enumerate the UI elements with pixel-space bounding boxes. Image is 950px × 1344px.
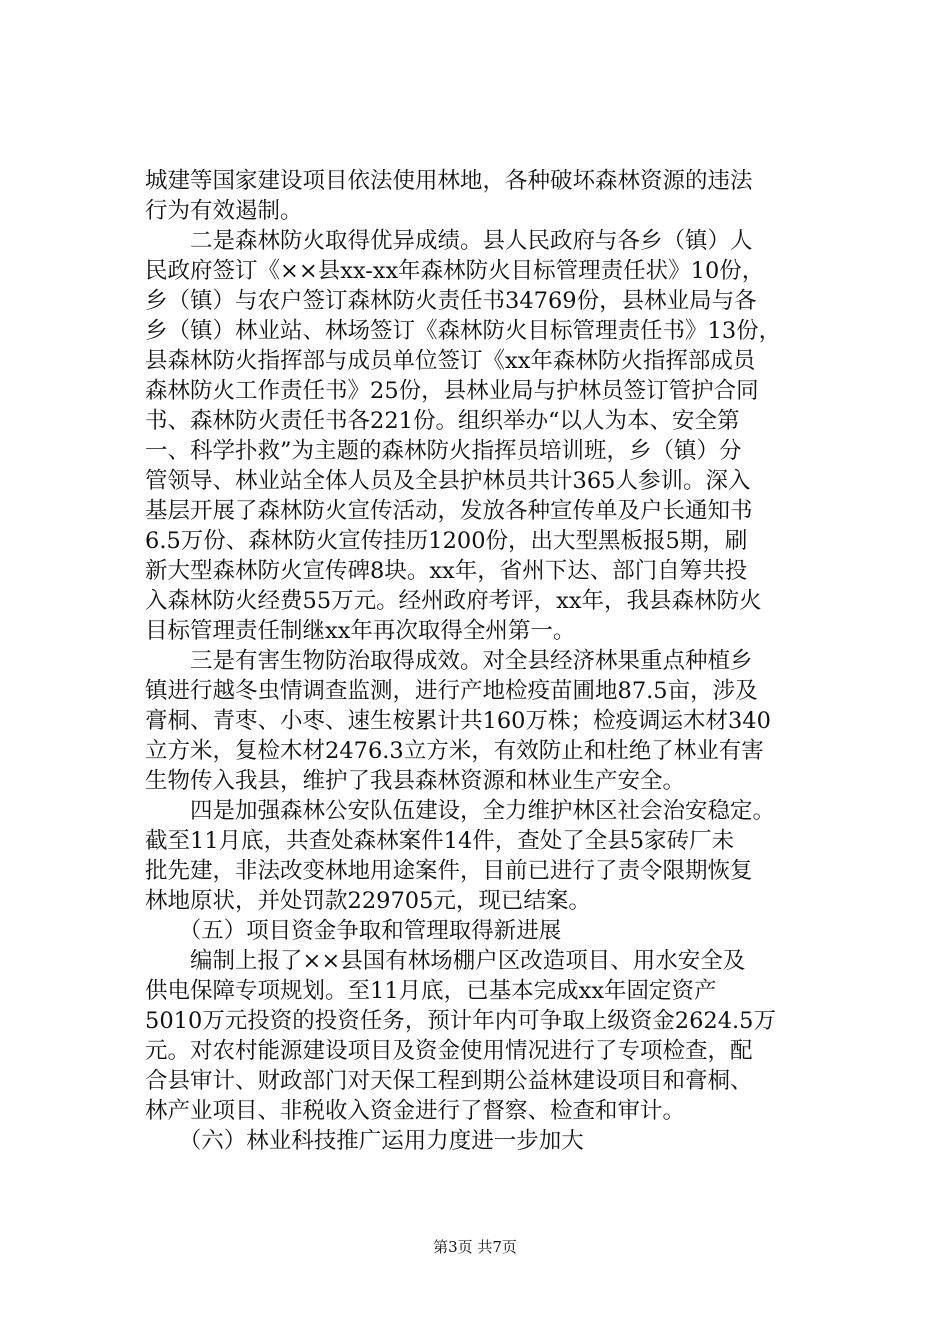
- text-line: 截至11月底，共查处森林案件14件，查处了全县5家砖厂未: [145, 828, 735, 854]
- text-line: 森林防火工作责任书》25份，县林业局与护林员签订管护合同: [145, 378, 759, 404]
- text-line: 书、森林防火责任书各221份。组织举办“以人为本、安全第: [145, 408, 740, 434]
- text-line: 目标管理责任制继xx年再次取得全州第一。: [145, 618, 576, 644]
- text-line: 城建等国家建设项目依法使用林地，各种破坏森林资源的违法: [145, 168, 753, 194]
- section-heading: （五）项目资金争取和管理取得新进展: [145, 918, 562, 944]
- text-line: 管领导、林业站全体人员及全县护林员共计365人参训。深入: [145, 468, 751, 494]
- text-line: 乡（镇）与农户签订森林防火责任书34769份，县林业局与各: [145, 288, 757, 314]
- page-footer: 第3页 共7页: [433, 1238, 517, 1256]
- body-text: [145, 166, 820, 1156]
- text-line: 四是加强森林公安队伍建设，全力维护林区社会治安稳定。: [145, 798, 776, 824]
- text-line: 编制上报了××县国有林场棚户区改造项目、用水安全及: [145, 948, 746, 974]
- text-line: 生物传入我县，维护了我县森林资源和林业生产安全。: [145, 768, 686, 794]
- text-line: 6.5万份、森林防火宣传挂历1200份，出大型黑板报5期，刷: [145, 528, 748, 554]
- text-line: 5010万元投资的投资任务，预计年内可争取上级资金2624.5万: [145, 1008, 776, 1034]
- text-line: 供电保障专项规划。至11月底，已基本完成xx年固定资产: [145, 978, 717, 1004]
- text-line: 乡（镇）林业站、林场签订《森林防火目标管理责任书》13份，: [145, 318, 782, 344]
- text-line: 元。对农村能源建设项目及资金使用情况进行了专项检查，配: [145, 1038, 753, 1064]
- text-line: 合县审计、财政部门对天保工程到期公益林建设项目和膏桐、: [145, 1068, 753, 1094]
- text-line: 二是森林防火取得优异成绩。县人民政府与各乡（镇）人: [145, 228, 753, 254]
- text-line: 县森林防火指挥部与成员单位签订《xx年森林防火指挥部成员: [145, 348, 756, 374]
- text-line: 新大型森林防火宣传碑8块。xx年，省州下达、部门自筹共投: [145, 558, 748, 584]
- text-line: 三是有害生物防治取得成效。对全县经济林果重点种植乡: [145, 648, 753, 674]
- text-line: 林产业项目、非税收入资金进行了督察、检查和审计。: [145, 1098, 686, 1124]
- text-line: 一、科学扑救”为主题的森林防火指挥员培训班，乡（镇）分: [145, 438, 742, 464]
- text-line: 基层开展了森林防火宣传活动，发放各种宣传单及户长通知书: [145, 498, 753, 524]
- text-line: 行为有效遏制。: [145, 198, 303, 224]
- text-line: 膏桐、青枣、小枣、速生桉累计共160万株；检疫调运木材340: [145, 708, 771, 734]
- text-line: 入森林防火经费55万元。经州政府考评，xx年，我县森林防火: [145, 588, 762, 614]
- text-line: 立方米，复检木材2476.3立方米，有效防止和杜绝了林业有害: [145, 738, 764, 764]
- text-line: 批先建，非法改变林地用途案件，目前已进行了责令限期恢复: [145, 858, 753, 884]
- section-heading: （六）林业科技推广运用力度进一步加大: [145, 1128, 584, 1154]
- text-line: 民政府签订《××县xx-xx年森林防火目标管理责任状》10份，: [145, 258, 765, 284]
- text-line: 林地原状，并处罚款229705元，现已结案。: [145, 888, 591, 914]
- text-line: 镇进行越冬虫情调查监测，进行产地检疫苗圃地87.5亩，涉及: [145, 678, 758, 704]
